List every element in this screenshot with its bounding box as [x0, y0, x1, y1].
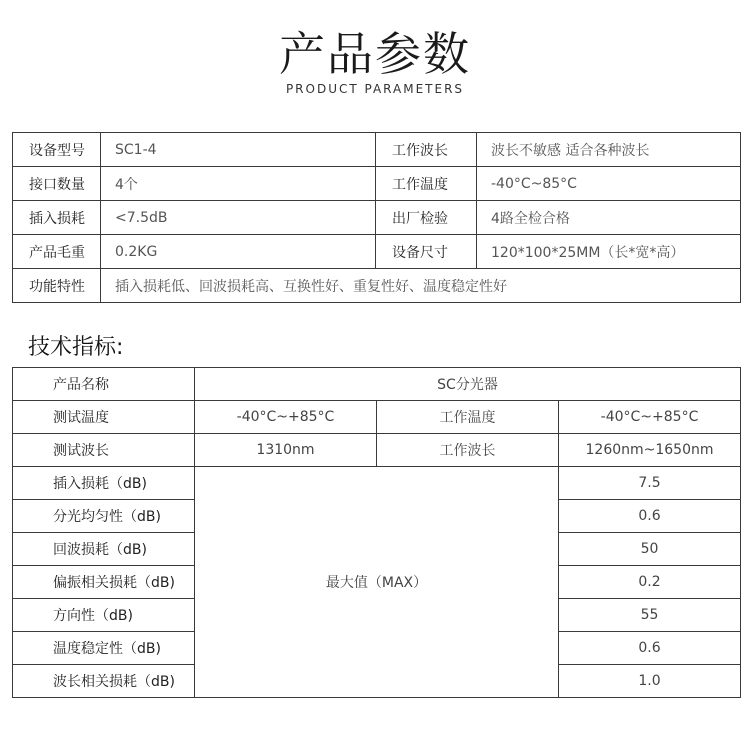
spec-value: 7.5	[559, 467, 741, 500]
spec-value: 0.6	[559, 500, 741, 533]
table-row	[13, 401, 741, 434]
spec-value: -40°C~+85°C	[195, 401, 377, 434]
tech-spec-title: 技术指标:	[28, 335, 124, 360]
spec-label: 方向性（dB)	[13, 599, 195, 632]
product-parameters-table	[12, 132, 741, 303]
spec-label: 测试温度	[13, 401, 195, 434]
spec-label: 偏振相关损耗（dB)	[13, 566, 195, 599]
spec-label: 波长相关损耗（dB)	[13, 665, 195, 698]
spec-label: 工作温度	[377, 401, 559, 434]
spec-label: 工作波长	[377, 434, 559, 467]
param-value: 波长不敏感 适合各种波长	[477, 133, 741, 167]
param-value: SC1-4	[101, 133, 376, 167]
table-row	[13, 269, 741, 303]
spec-value: 0.6	[559, 632, 741, 665]
param-label: 产品毛重	[13, 235, 101, 269]
spec-value: SC分光器	[195, 368, 741, 401]
param-label: 设备尺寸	[376, 235, 477, 269]
page-title: 产品参数	[279, 27, 471, 81]
spec-value: 1310nm	[195, 434, 377, 467]
param-value: 插入损耗低、回波损耗高、互换性好、重复性好、温度稳定性好	[101, 269, 741, 303]
spec-value: 55	[559, 599, 741, 632]
spec-label: 回波损耗（dB)	[13, 533, 195, 566]
param-label: 设备型号	[13, 133, 101, 167]
page-subtitle: PRODUCT PARAMETERS	[285, 82, 465, 96]
param-label: 出厂检验	[376, 201, 477, 235]
param-value: 120*100*25MM（长*宽*高）	[477, 235, 741, 269]
max-value-label: 最大值（MAX）	[195, 467, 559, 698]
spec-label: 温度稳定性（dB)	[13, 632, 195, 665]
spec-label: 插入损耗（dB)	[13, 467, 195, 500]
table-row	[13, 235, 741, 269]
param-value: 0.2KG	[101, 235, 376, 269]
param-label: 工作波长	[376, 133, 477, 167]
param-value: -40°C~85°C	[477, 167, 741, 201]
table-row	[13, 133, 741, 167]
technical-spec-table	[12, 367, 741, 698]
spec-value: 1.0	[559, 665, 741, 698]
table-row	[13, 368, 741, 401]
param-label: 工作温度	[376, 167, 477, 201]
spec-label: 产品名称	[13, 368, 195, 401]
param-value: 4个	[101, 167, 376, 201]
param-value: 4路全检合格	[477, 201, 741, 235]
spec-label: 测试波长	[13, 434, 195, 467]
spec-label: 分光均匀性（dB)	[13, 500, 195, 533]
spec-value: 1260nm~1650nm	[559, 434, 741, 467]
param-label: 功能特性	[13, 269, 101, 303]
param-label: 插入损耗	[13, 201, 101, 235]
param-value: <7.5dB	[101, 201, 376, 235]
spec-value: 0.2	[559, 566, 741, 599]
table-row	[13, 167, 741, 201]
param-label: 接口数量	[13, 167, 101, 201]
table-row	[13, 467, 741, 500]
table-row	[13, 201, 741, 235]
spec-value: -40°C~+85°C	[559, 401, 741, 434]
spec-value: 50	[559, 533, 741, 566]
table-row	[13, 434, 741, 467]
